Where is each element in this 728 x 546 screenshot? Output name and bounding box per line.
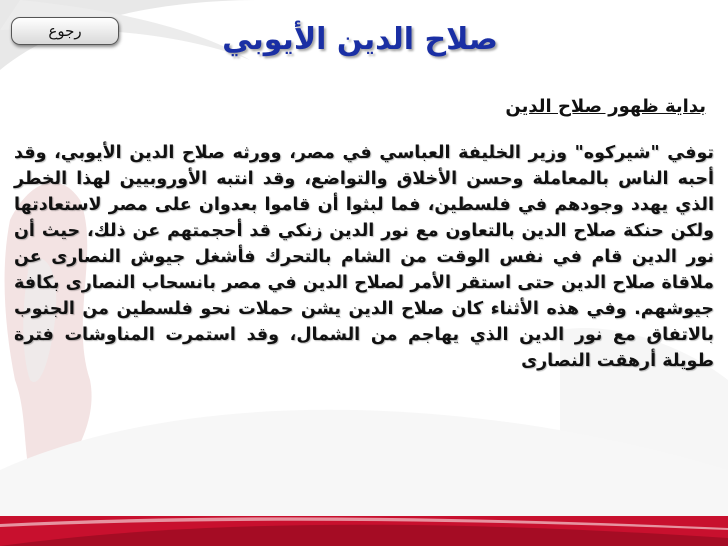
section-heading: بداية ظهور صلاح الدين bbox=[505, 96, 706, 117]
back-button[interactable]: رجوع bbox=[11, 17, 119, 45]
body-paragraph: توفي "شيركوه" وزير الخليفة العباسي في مصر، وورثه صلاح الدين الأيوبي، وقد أحبه الناس بالمعاملة وحسن الأخلاق والتواضع، وقد انتبه الأوروبيين لهذا الخطر الذي يهدد وجودهم في فلسطين، فما لبثوا أن قاموا بعدوان على مصر لاستعادتها ولكن حنكة صلاح الدين بالتعاون مع نور الدين زنكي قد أحجمتهم عن ذلك، حيث أن نور الدين قام في نفس الوقت من الشام بالتحرك فأشغل جيوش النصارى عن ملاقاة صلاح الدين حتى استقر الأمر لصلاح الدين في مصر بانسحاب النصارى بكافة جيوشهم. وفي هذه الأثناء كان صلاح الدين يشن حملات نحو فلسطين من الجنوب بالاتفاق مع نور الدين الذي يهاجم من الشمال، وقد استمرت المناوشات فترة طويلة أرهقت النصارى bbox=[14, 143, 714, 371]
page-title: صلاح الدين الأيوبي bbox=[222, 22, 498, 57]
bottom-red-stripe bbox=[0, 516, 728, 546]
